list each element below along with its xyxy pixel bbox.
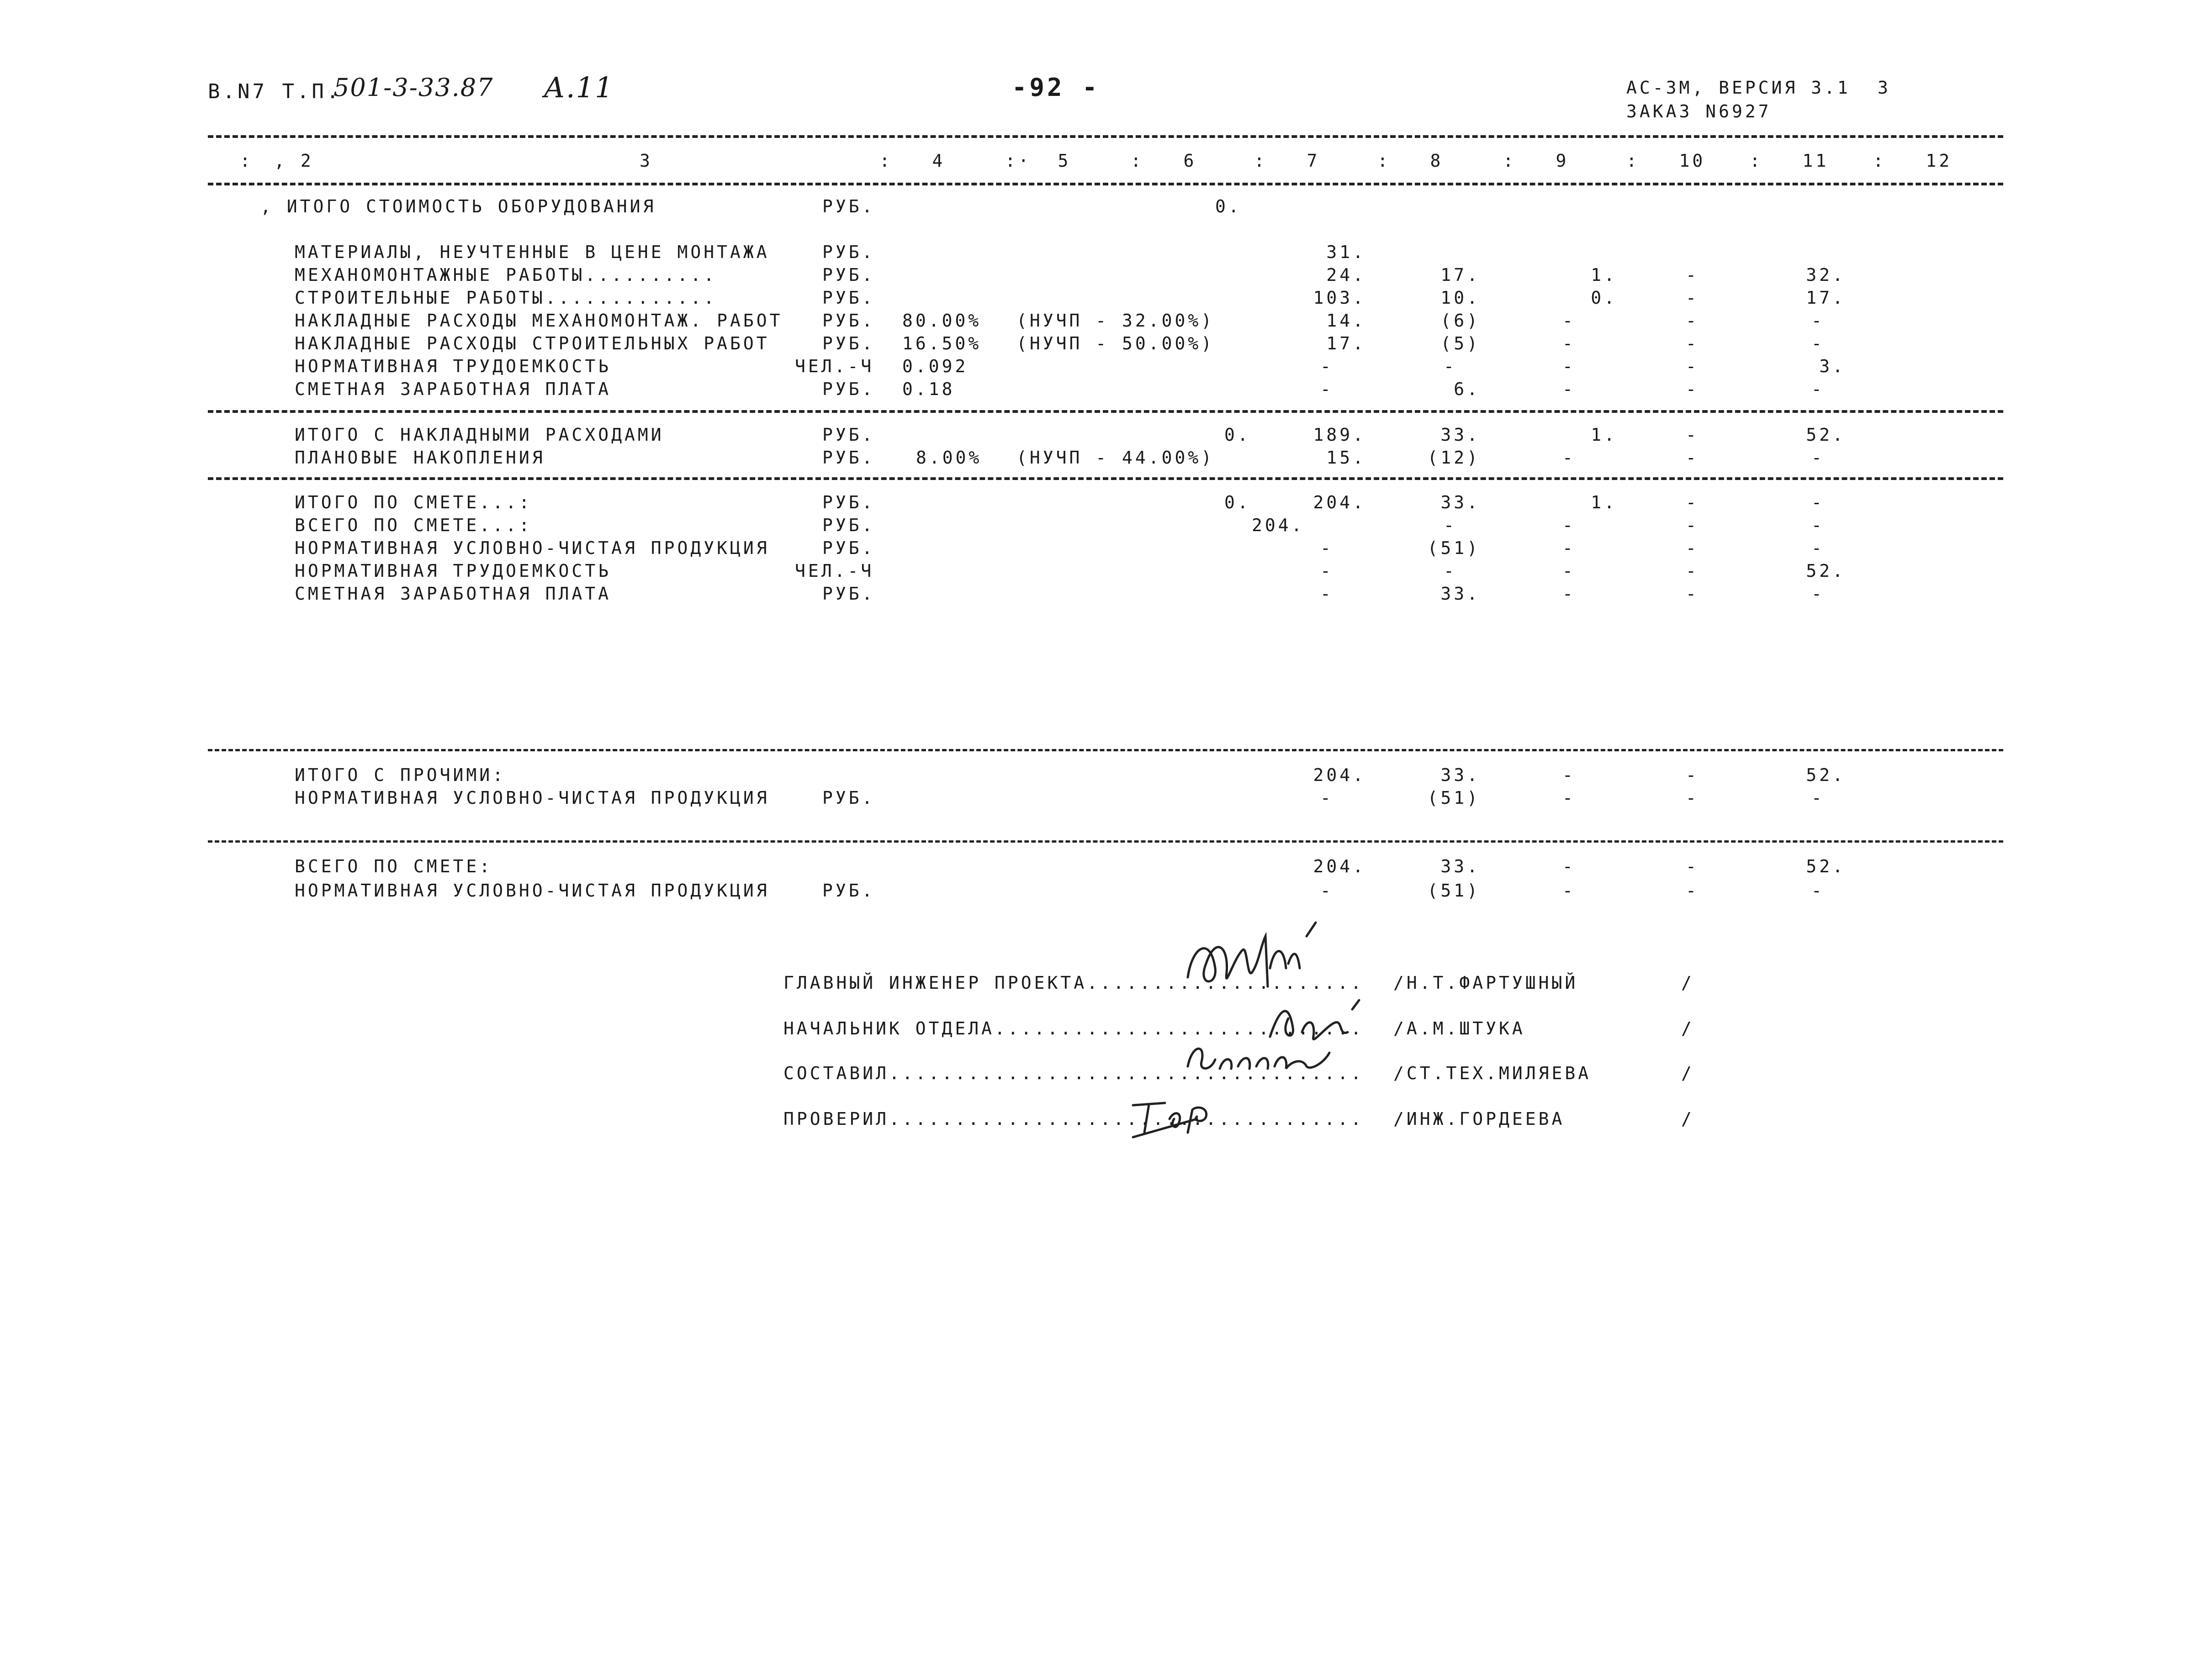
cell-col7: 204. — [1313, 492, 1366, 512]
row-unit: ЧЕЛ.-Ч — [795, 356, 874, 376]
row-unit: РУБ. — [822, 311, 875, 331]
cell-col8: - — [1444, 356, 1457, 376]
cell-col9: 1. — [1591, 492, 1617, 512]
signature-name: /А.М.ШТУКА — [1393, 1018, 1525, 1039]
cell-col8: (51) — [1427, 538, 1480, 558]
cell-col5: (НУЧП - 50.00%) — [1016, 333, 1215, 353]
cell-col7: - — [1320, 584, 1334, 604]
cell-col6: 204. — [1252, 515, 1305, 535]
cell-col7: 17. — [1326, 333, 1366, 353]
cell-col10: - — [1686, 333, 1699, 353]
cell-col7: - — [1320, 788, 1334, 808]
cell-col11: 32. — [1806, 265, 1846, 285]
cell-col10: - — [1686, 561, 1699, 581]
cell-col9: - — [1562, 333, 1576, 353]
cell-col11: - — [1811, 788, 1825, 808]
signature-name: /СТ.ТЕХ.МИЛЯЕВА — [1393, 1063, 1592, 1083]
row-label: ПЛАНОВЫЕ НАКОПЛЕНИЯ — [295, 448, 545, 468]
row-unit: РУБ. — [822, 492, 875, 512]
divider-block1 — [208, 410, 2003, 413]
column-header-10: : 10 — [1626, 151, 1706, 171]
row-unit: РУБ. — [822, 265, 875, 285]
row-label: НОРМАТИВНАЯ ТРУДОЕМКОСТЬ — [295, 561, 612, 581]
handwritten-signature-3 — [1179, 1034, 1343, 1085]
cell-col11: - — [1811, 584, 1825, 604]
cell-col10: - — [1686, 881, 1699, 901]
signature-end: / — [1681, 1018, 1694, 1039]
cell-col10: - — [1686, 448, 1699, 468]
cell-col7: 14. — [1326, 311, 1366, 331]
row-unit: РУБ. — [822, 881, 875, 901]
row-label: МАТЕРИАЛЫ, НЕУЧТЕННЫЕ В ЦЕНЕ МОНТАЖА — [295, 242, 770, 262]
cell-col5: (НУЧП - 44.00%) — [1016, 448, 1215, 468]
column-header-3: 3 — [640, 151, 653, 171]
cell-col7: - — [1320, 379, 1334, 399]
cell-col7: 31. — [1326, 242, 1366, 262]
cell-col10: - — [1686, 788, 1699, 808]
row-label: СТРОИТЕЛЬНЫЕ РАБОТЫ............. — [295, 288, 717, 308]
row-unit: РУБ. — [822, 448, 875, 468]
row-label: СМЕТНАЯ ЗАРАБОТНАЯ ПЛАТА — [295, 584, 612, 604]
cell-col11: - — [1811, 311, 1825, 331]
divider-block3 — [208, 749, 2003, 751]
row-label: , ИТОГО СТОИМОСТЬ ОБОРУДОВАНИЯ — [260, 196, 656, 216]
row-unit: РУБ. — [822, 584, 875, 604]
cell-col8: 33. — [1440, 584, 1480, 604]
handwritten-signature-4 — [1124, 1092, 1224, 1142]
row-unit: РУБ. — [822, 196, 875, 216]
column-header-2: , 2 — [274, 151, 314, 171]
cell-col11: - — [1811, 333, 1825, 353]
program-version: АС-3М, ВЕРСИЯ 3.1 — [1626, 78, 1851, 98]
cell-col10: - — [1686, 584, 1699, 604]
row-unit: РУБ. — [822, 242, 875, 262]
row-label: ИТОГО ПО СМЕТЕ...: — [295, 492, 532, 512]
row-label: НАКЛАДНЫЕ РАСХОДЫ МЕХАНОМОНТАЖ. РАБОТ — [295, 311, 783, 331]
cell-col11: 17. — [1806, 288, 1846, 308]
cell-col6: 0. — [1224, 425, 1251, 445]
row-label: ИТОГО С НАКЛАДНЫМИ РАСХОДАМИ — [295, 425, 664, 445]
row-unit: РУБ. — [822, 425, 875, 445]
cell-col9: - — [1562, 765, 1576, 785]
cell-col11: - — [1811, 515, 1825, 535]
signature-role: НАЧАЛЬНИК ОТДЕЛА............................ — [783, 1018, 1364, 1039]
row-unit: РУБ. — [822, 788, 875, 808]
cell-col7: - — [1320, 561, 1334, 581]
cell-col8: (51) — [1427, 788, 1480, 808]
page-number: -92 - — [1012, 73, 1100, 102]
cell-col11: - — [1811, 538, 1825, 558]
cell-col7: - — [1320, 538, 1334, 558]
cell-col7: - — [1320, 356, 1334, 376]
row-label: НОРМАТИВНАЯ ТРУДОЕМКОСТЬ — [295, 356, 612, 376]
row-label: ВСЕГО ПО СМЕТЕ...: — [295, 515, 532, 535]
signature-end: / — [1681, 973, 1694, 993]
signature-role: СОСТАВИЛ.................................... — [783, 1063, 1364, 1083]
column-header-4: : 4 — [879, 151, 946, 171]
signature-end: / — [1681, 1109, 1694, 1129]
cell-col9: - — [1562, 311, 1576, 331]
cell-col9: - — [1562, 379, 1576, 399]
cell-col11: - — [1811, 492, 1825, 512]
cell-col11: 3. — [1819, 356, 1846, 376]
cell-col9: - — [1562, 561, 1576, 581]
cell-col11: - — [1811, 881, 1825, 901]
cell-col8: (6) — [1440, 311, 1480, 331]
column-header-9: : 9 — [1503, 151, 1569, 171]
row-unit: РУБ. — [822, 515, 875, 535]
cell-col9: - — [1562, 448, 1576, 468]
row-label: МЕХАНОМОНТАЖНЫЕ РАБОТЫ.......... — [295, 265, 717, 285]
divider-top — [208, 135, 2003, 138]
column-header-6: : 6 — [1131, 151, 1197, 171]
cell-col10: - — [1686, 492, 1699, 512]
signature-end: / — [1681, 1063, 1694, 1083]
cell-col11: 52. — [1806, 856, 1846, 876]
cell-col8: - — [1444, 561, 1457, 581]
cell-col6: 0. — [1224, 492, 1251, 512]
cell-col7: - — [1320, 881, 1334, 901]
cell-col7: 103. — [1313, 288, 1366, 308]
column-header-11: : 11 — [1750, 151, 1829, 171]
cell-col8: 33. — [1440, 765, 1480, 785]
cell-col4: 8.00% — [916, 448, 982, 468]
header-left-label: В.N7 Т.П. — [208, 80, 342, 103]
cell-col11: - — [1811, 448, 1825, 468]
cell-col4: 0.18 — [902, 379, 955, 399]
cell-col9: 1. — [1591, 265, 1617, 285]
cell-col4: 0.092 — [902, 356, 968, 376]
cell-col11: 52. — [1806, 425, 1846, 445]
order-number: ЗАКАЗ N6927 — [1626, 101, 1772, 121]
cell-col8: - — [1444, 515, 1457, 535]
cell-col10: - — [1686, 765, 1699, 785]
cell-col9: - — [1562, 538, 1576, 558]
cell-col11: 52. — [1806, 765, 1846, 785]
column-header-7: : 7 — [1254, 151, 1320, 171]
cell-col11: - — [1811, 379, 1825, 399]
cell-col9: 0. — [1591, 288, 1617, 308]
divider-block2 — [208, 477, 2003, 480]
row-label: СМЕТНАЯ ЗАРАБОТНАЯ ПЛАТА — [295, 379, 612, 399]
divider-header-bottom — [208, 183, 2003, 185]
column-header-12: : 12 — [1873, 151, 1953, 171]
cell-col7: 204. — [1313, 765, 1366, 785]
header-album-number: А.11 — [544, 71, 614, 104]
row-label: ИТОГО С ПРОЧИМИ: — [295, 765, 506, 785]
row-label: НАКЛАДНЫЕ РАСХОДЫ СТРОИТЕЛЬНЫХ РАБОТ — [295, 333, 770, 353]
cell-col7: 189. — [1313, 425, 1366, 445]
program-sheet: 3 — [1878, 78, 1891, 98]
header-project-number: 501-3-33.87 — [333, 73, 494, 102]
cell-col10: - — [1686, 311, 1699, 331]
cell-col7: 204. — [1313, 856, 1366, 876]
cell-col7: 15. — [1326, 448, 1366, 468]
signature-role: ГЛАВНЫЙ ИНЖЕНЕР ПРОЕКТА..................... — [783, 973, 1364, 993]
cell-col8: 33. — [1440, 856, 1480, 876]
cell-col9: - — [1562, 881, 1576, 901]
row-unit: РУБ. — [822, 379, 875, 399]
cell-col5: (НУЧП - 32.00%) — [1016, 311, 1215, 331]
cell-col9: - — [1562, 356, 1576, 376]
cell-col8: (12) — [1427, 448, 1480, 468]
row-label: НОРМАТИВНАЯ УСЛОВНО-ЧИСТАЯ ПРОДУКЦИЯ — [295, 881, 770, 901]
cell-col9: - — [1562, 788, 1576, 808]
column-header-8: : 8 — [1377, 151, 1444, 171]
cell-col8: 6. — [1454, 379, 1480, 399]
cell-col4: 16.50% — [902, 333, 982, 353]
signature-role: ПРОВЕРИЛ.................................... — [783, 1109, 1364, 1129]
cell-col10: - — [1686, 425, 1699, 445]
cell-col10: - — [1686, 856, 1699, 876]
cell-col8: 10. — [1440, 288, 1480, 308]
cell-col6: 0. — [1215, 196, 1242, 216]
row-unit: РУБ. — [822, 333, 875, 353]
cell-col8: (51) — [1427, 881, 1480, 901]
cell-col10: - — [1686, 356, 1699, 376]
column-header-5: :· 5 — [1005, 151, 1071, 171]
signature-name: /Н.Т.ФАРТУШНЫЙ — [1393, 973, 1578, 993]
cell-col8: (5) — [1440, 333, 1480, 353]
cell-col7: 24. — [1326, 265, 1366, 285]
cell-col9: - — [1562, 515, 1576, 535]
row-unit: РУБ. — [822, 288, 875, 308]
cell-col10: - — [1686, 265, 1699, 285]
row-unit: ЧЕЛ.-Ч — [795, 561, 874, 581]
cell-col10: - — [1686, 538, 1699, 558]
cell-col11: 52. — [1806, 561, 1846, 581]
cell-col10: - — [1686, 379, 1699, 399]
cell-col10: - — [1686, 515, 1699, 535]
cell-col9: - — [1562, 856, 1576, 876]
row-unit: РУБ. — [822, 538, 875, 558]
cell-col8: 33. — [1440, 425, 1480, 445]
cell-col8: 17. — [1440, 265, 1480, 285]
row-label: НОРМАТИВНАЯ УСЛОВНО-ЧИСТАЯ ПРОДУКЦИЯ — [295, 538, 770, 558]
row-label: ВСЕГО ПО СМЕТЕ: — [295, 856, 493, 876]
divider-block4 — [208, 840, 2003, 843]
cell-col9: 1. — [1591, 425, 1617, 445]
row-label: НОРМАТИВНАЯ УСЛОВНО-ЧИСТАЯ ПРОДУКЦИЯ — [295, 788, 770, 808]
cell-col4: 80.00% — [902, 311, 982, 331]
signature-name: /ИНЖ.ГОРДЕЕВА — [1393, 1109, 1565, 1129]
column-header-1: : — [240, 151, 253, 171]
cell-col10: - — [1686, 288, 1699, 308]
cell-col8: 33. — [1440, 492, 1480, 512]
cell-col9: - — [1562, 584, 1576, 604]
